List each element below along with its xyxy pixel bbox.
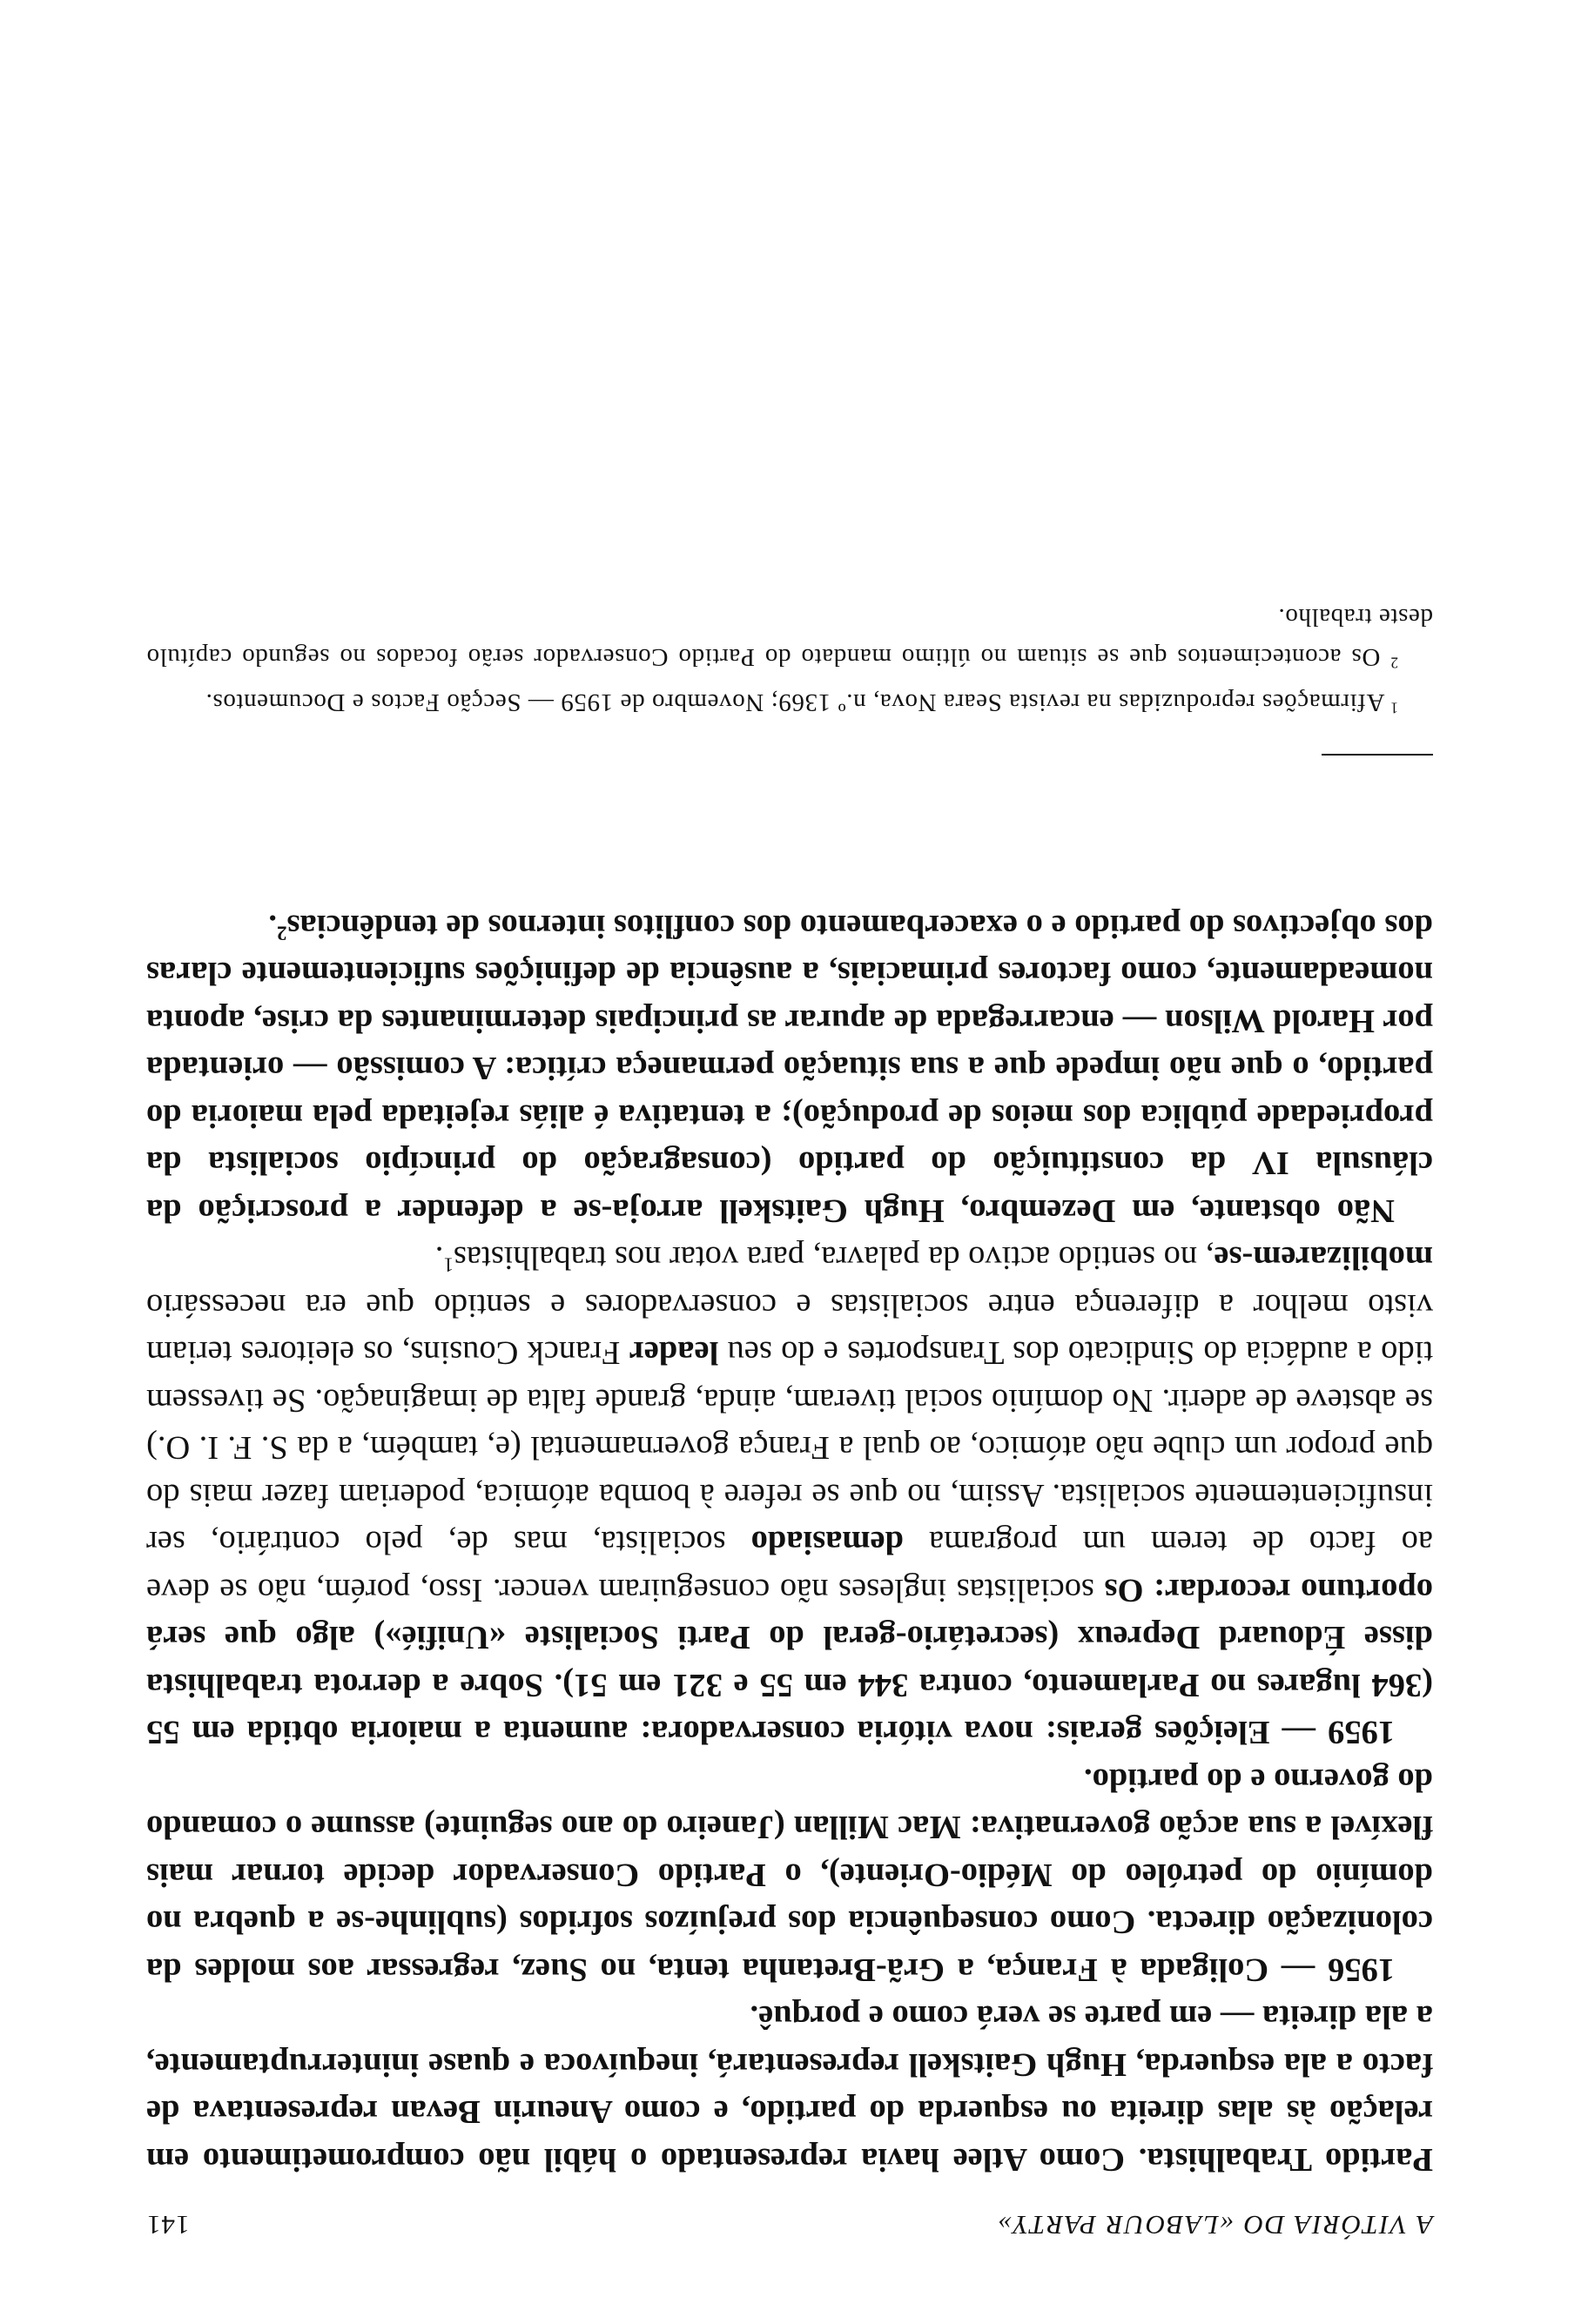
page-content	[146, 593, 1433, 2241]
paragraph-1956	[146, 1756, 1433, 1994]
paragraph-1959-bold-text: 1959 — Eleições gerais: nova vitória conservadora: aumenta a maioria obtida em 55 (364 lugares no Parlamento, contra 344 em 55 e 321 em 51). Sobre a derrota trabalhista disse Édouard Depreux (secretário-geral do Parti Socialiste «Unifié») algo que será oportuno recordar: Os	[146, 1572, 1433, 1751]
running-head	[146, 2209, 1433, 2240]
paragraph-dezembro-text: Não obstante, em Dezembro, Hugh Gaitskell arroja-se a defender a proscrição da cláusula IV da constituição do partido (consagração do princípio socialista da propriedade pública dos meios de produção); a tentativa é aliás rejeitada pela maioria do partido, o que não impede que a sua situação permaneça crítica: A comissão — orientada por Harold Wilson — encarregada de apurar as principais determinantes da crise, aponta nomeadamente, como factores primaciais, a ausência de definições suficientemente claras dos objectivos do partido e o exacerbamento dos conflitos internos de tendências	[146, 908, 1433, 1229]
footnote-ref-2: 2	[277, 922, 287, 945]
footnote-1-text: Afirmações reproduzidas na revista Seara Nova, n.º 1369; Novembro de 1959 — Secção Factos e Documentos.	[205, 688, 1390, 717]
quote-emphasis-demasiado: demasiado	[750, 1524, 905, 1562]
footnote-ref-1: 1	[443, 1254, 454, 1278]
quote-emphasis-mobilizarem: mobilizarem-se	[1214, 1239, 1433, 1277]
footnote-2	[146, 598, 1433, 678]
quote-text-1: socialistas ingleses não conseguiram vencer. Isso, porém, não se deve ao facto de terem um programa	[146, 1524, 1433, 1609]
paragraph-dezembro-end: .	[268, 908, 278, 944]
paragraph-dezembro	[146, 903, 1433, 1235]
footnote-2-text: Os acontecimentos que se situam no último mandato do Partido Conservador serão focados no segundo capítulo deste trabalho.	[146, 603, 1433, 672]
quote-emphasis-leader: leader	[629, 1334, 719, 1372]
footnote-1	[146, 683, 1433, 723]
page-number: 141	[146, 2210, 190, 2240]
quote-text-4: , no sentido activo da palavra, para votar nos trabalhistas	[453, 1239, 1215, 1277]
paragraph-1959	[146, 1234, 1433, 1756]
paragraph-1-text: Partido Trabalhista. Como Atlee havia representado o hábil não comprometimento em relação às alas direita ou esquerda do partido, e como Aneurin Bevan representava de facto a ala esquerda, Hugh Gaitskell representará, inequívoca e quase ininterruptamente, a ala direita — em parte se verá como e porquê.	[146, 1998, 1433, 2178]
footnote-rule	[1322, 755, 1433, 756]
quote-end: .	[434, 1239, 444, 1277]
quote-text-3: Franck Cousins, os eleitores teriam visto melhor a diferença entre socialistas e conservadores e sentido que era necessário	[146, 1287, 1433, 1372]
footnote-1-marker: 1	[1390, 700, 1398, 718]
paragraph-1956-text: 1956 — Coligada à França, a Grã-Bretanha tenta, no Suez, regressar aos moldes da colonização directa. Como consequência dos prejuízos sofridos (sublinhe-se a quebra no domínio do petróleo do Médio-Oriente), o Partido Conservador decide tornar mais flexível a sua acção governativa: Mac Millan (Janeiro do ano seguinte) assume o comando do governo e do partido.	[146, 1762, 1433, 1988]
footnote-2-marker: 2	[1390, 655, 1398, 673]
paragraph-1	[146, 1993, 1433, 2183]
quote-text-2: socialista, mas de, pelo contrário, ser insuficientemente socialista. Assim, no que se refere à bomba atómica, poderiam fazer mais do que propor um clube não atómico, ao qual a França governamental (e, também, a da S. F. I. O.) se absteve de aderir. No domínio social tiveram, ainda, grande falta de imaginação. Se tivessem tido a audácia do Sindicato dos Transportes e do seu	[146, 1334, 1433, 1562]
running-title: A VITÓRIA DO «LABOUR PARTY»	[996, 2210, 1433, 2240]
